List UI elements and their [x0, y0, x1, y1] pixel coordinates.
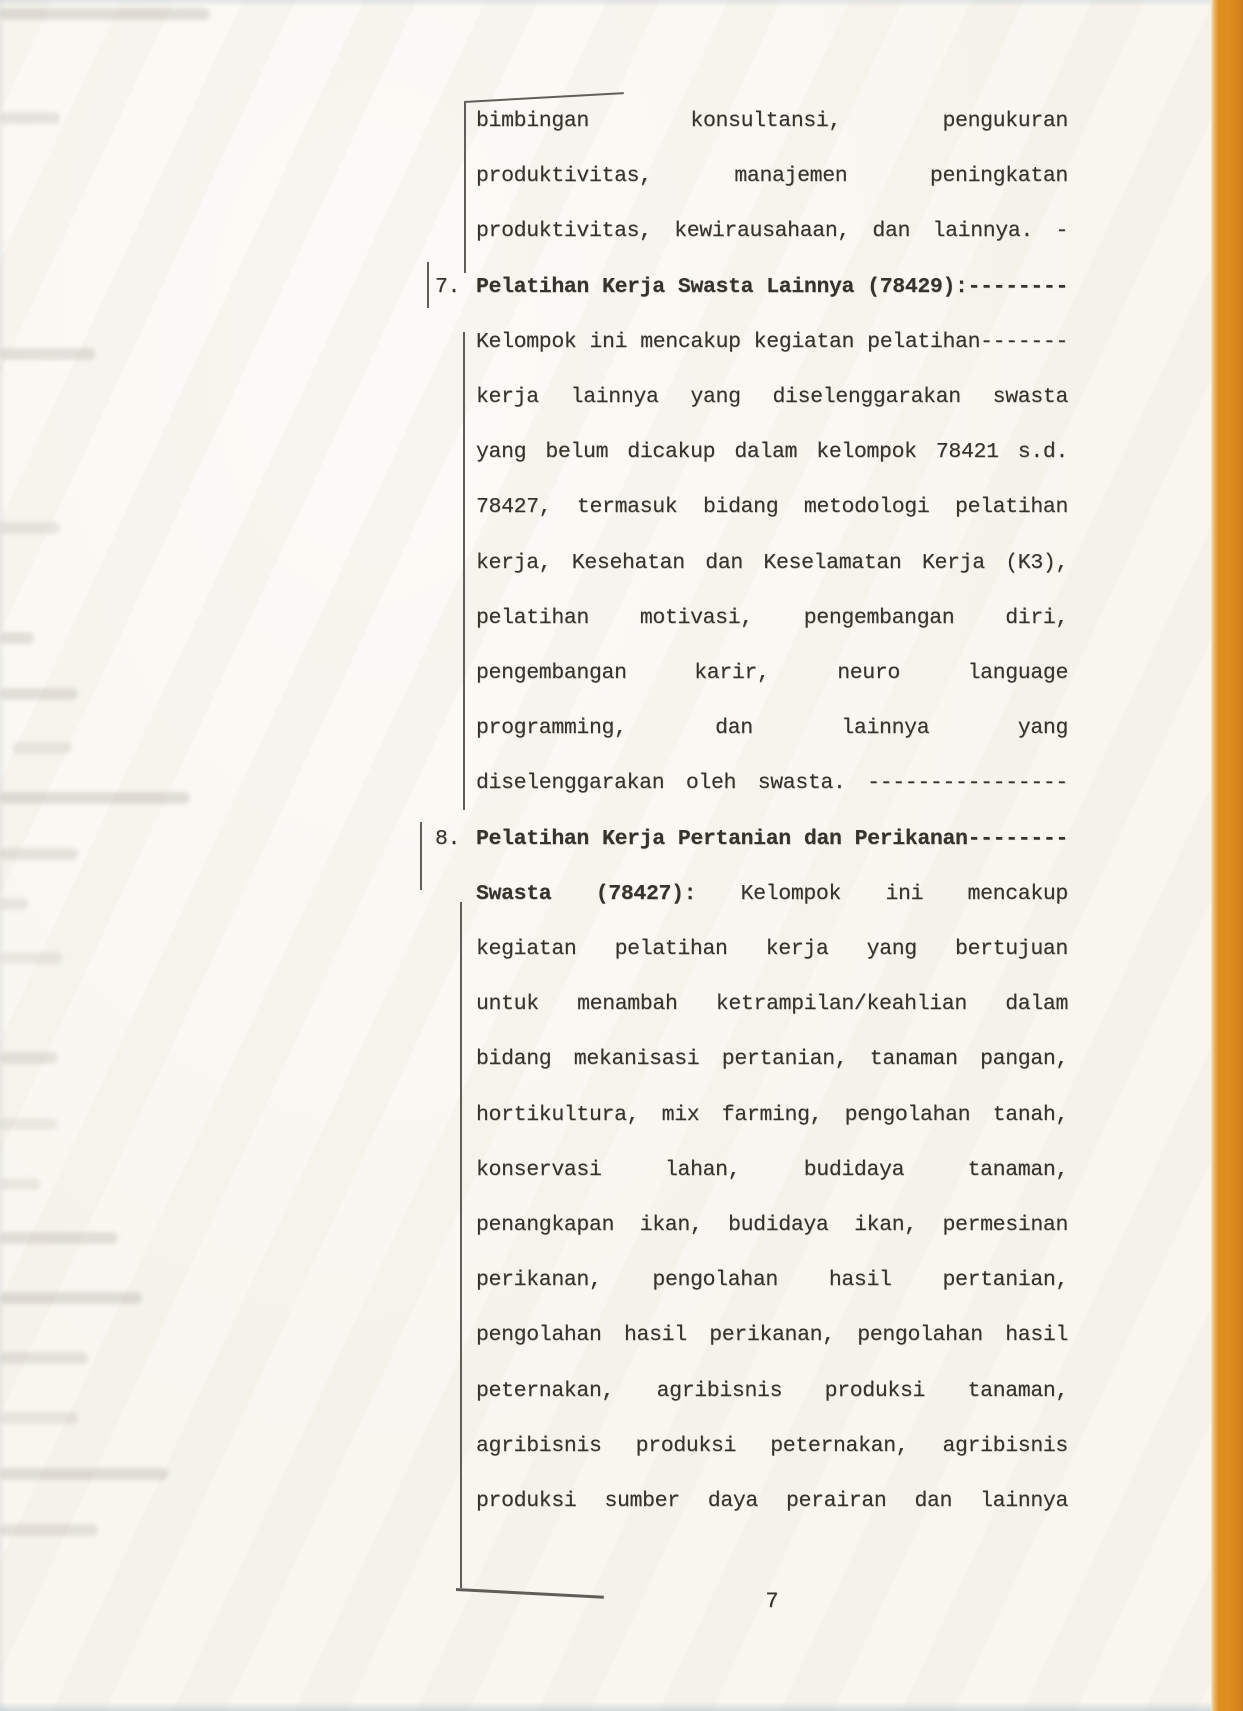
text-line [476, 1198, 1068, 1254]
body-text: yang belum dicakup dalam kelompok 78421 s.d. [476, 440, 1068, 465]
text-line [476, 701, 1068, 757]
bleed-mark [0, 1118, 58, 1130]
margin-rule-item8 [460, 902, 462, 1588]
body-text: bidang mekanisasi pertanian, tanaman pangan, [476, 1047, 1068, 1072]
text-line [476, 149, 1068, 205]
item8-marker-tick [420, 822, 422, 890]
bleed-mark [0, 1232, 118, 1244]
body-text: kegiatan pelatihan kerja yang bertujuan [476, 937, 1068, 961]
body-text: produksi sumber daya perairan dan lainnya [476, 1489, 1068, 1513]
text-column [435, 94, 1068, 1554]
body-text: hortikultura, mix farming, pengolahan tanah, [476, 1102, 1068, 1127]
bleed-mark [0, 8, 210, 20]
bleed-mark [12, 742, 72, 754]
bleed-mark [0, 1412, 78, 1424]
body-text: penangkapan ikan, budidaya ikan, permesinan [476, 1213, 1068, 1237]
bleed-mark [0, 688, 78, 700]
page-number: 7 [765, 1589, 779, 1614]
text-line [476, 591, 1068, 647]
body-text: perikanan, pengolahan hasil pertanian, [476, 1268, 1068, 1293]
text-line [476, 370, 1068, 426]
bleed-mark [0, 1352, 88, 1364]
body-text: agribisnis produksi peternakan, agribisnis [476, 1433, 1068, 1458]
margin-rule-item7 [463, 332, 465, 810]
bleed-mark [0, 1052, 58, 1064]
bleed-mark [0, 952, 62, 964]
text-line [476, 1474, 1068, 1530]
bleed-mark [0, 632, 34, 644]
item-heading-line [435, 260, 1068, 316]
body-text: programming, dan lainnya yang [476, 716, 1068, 741]
text-line [476, 1419, 1068, 1475]
text-line [476, 315, 1068, 371]
text-line [476, 867, 1068, 923]
text-line [476, 94, 1068, 150]
bleed-mark [0, 522, 60, 534]
binding-stripe [1211, 0, 1243, 1711]
item7-marker-tick [427, 262, 429, 308]
text-line [476, 536, 1068, 592]
bleed-mark [0, 1178, 40, 1190]
body-text: bimbingan konsultansi, pengukuran [476, 109, 1068, 133]
text-line [476, 1308, 1068, 1364]
body-text: produktivitas, manajemen peningkatan [476, 164, 1068, 189]
body-text: diselenggarakan oleh swasta. ---------------- [476, 771, 1068, 796]
body-text: Kelompok ini mencakup kegiatan pelatihan------- [476, 329, 1068, 354]
bleed-mark [0, 848, 78, 860]
text-line [476, 1143, 1068, 1199]
body-text: pelatihan motivasi, pengembangan diri, [476, 605, 1068, 630]
item-number: 8. [435, 826, 461, 851]
heading-text: Swasta (78427): [476, 881, 697, 906]
body-text: 78427, termasuk bidang metodologi pelatihan [476, 495, 1068, 520]
text-line [476, 922, 1068, 978]
text-line [476, 425, 1068, 481]
margin-rule-continuation [464, 103, 466, 273]
body-text: peternakan, agribisnis produksi tanaman, [476, 1378, 1068, 1403]
item-heading-line [435, 812, 1068, 868]
text-line [476, 480, 1068, 536]
bleed-mark [0, 1468, 168, 1480]
heading-text: Pelatihan Kerja Swasta Lainnya (78429):-------- [476, 274, 1068, 299]
text-line [476, 1253, 1068, 1309]
item-number: 7. [435, 274, 461, 299]
text-line [476, 1364, 1068, 1420]
bleed-mark [0, 112, 60, 124]
body-text: Kelompok ini mencakup [696, 881, 1068, 906]
bleed-mark [0, 348, 95, 360]
body-text: produktivitas, kewirausahaan, dan lainnya. - [476, 219, 1068, 244]
bleed-mark [0, 898, 28, 910]
heading-text: Pelatihan Kerja Pertanian dan Perikanan-------- [476, 826, 1068, 851]
body-text: pengembangan karir, neuro language [476, 661, 1068, 685]
body-text: untuk menambah ketrampilan/keahlian dalam [476, 992, 1068, 1017]
bracket-rule-bottom [456, 1588, 604, 1598]
bleed-mark [0, 1292, 142, 1304]
text-line [476, 977, 1068, 1033]
bleed-mark [0, 1524, 98, 1536]
body-text: konservasi lahan, budidaya tanaman, [476, 1157, 1068, 1182]
text-line [476, 1088, 1068, 1144]
body-text: kerja lainnya yang diselenggarakan swasta [476, 385, 1068, 409]
text-line [476, 756, 1068, 812]
bleed-mark [0, 792, 190, 804]
body-text: kerja, Kesehatan dan Keselamatan Kerja (K3), [476, 550, 1068, 575]
text-line [476, 646, 1068, 702]
text-line [476, 204, 1068, 260]
body-text: pengolahan hasil perikanan, pengolahan hasil [476, 1323, 1068, 1348]
text-line [476, 1032, 1068, 1088]
